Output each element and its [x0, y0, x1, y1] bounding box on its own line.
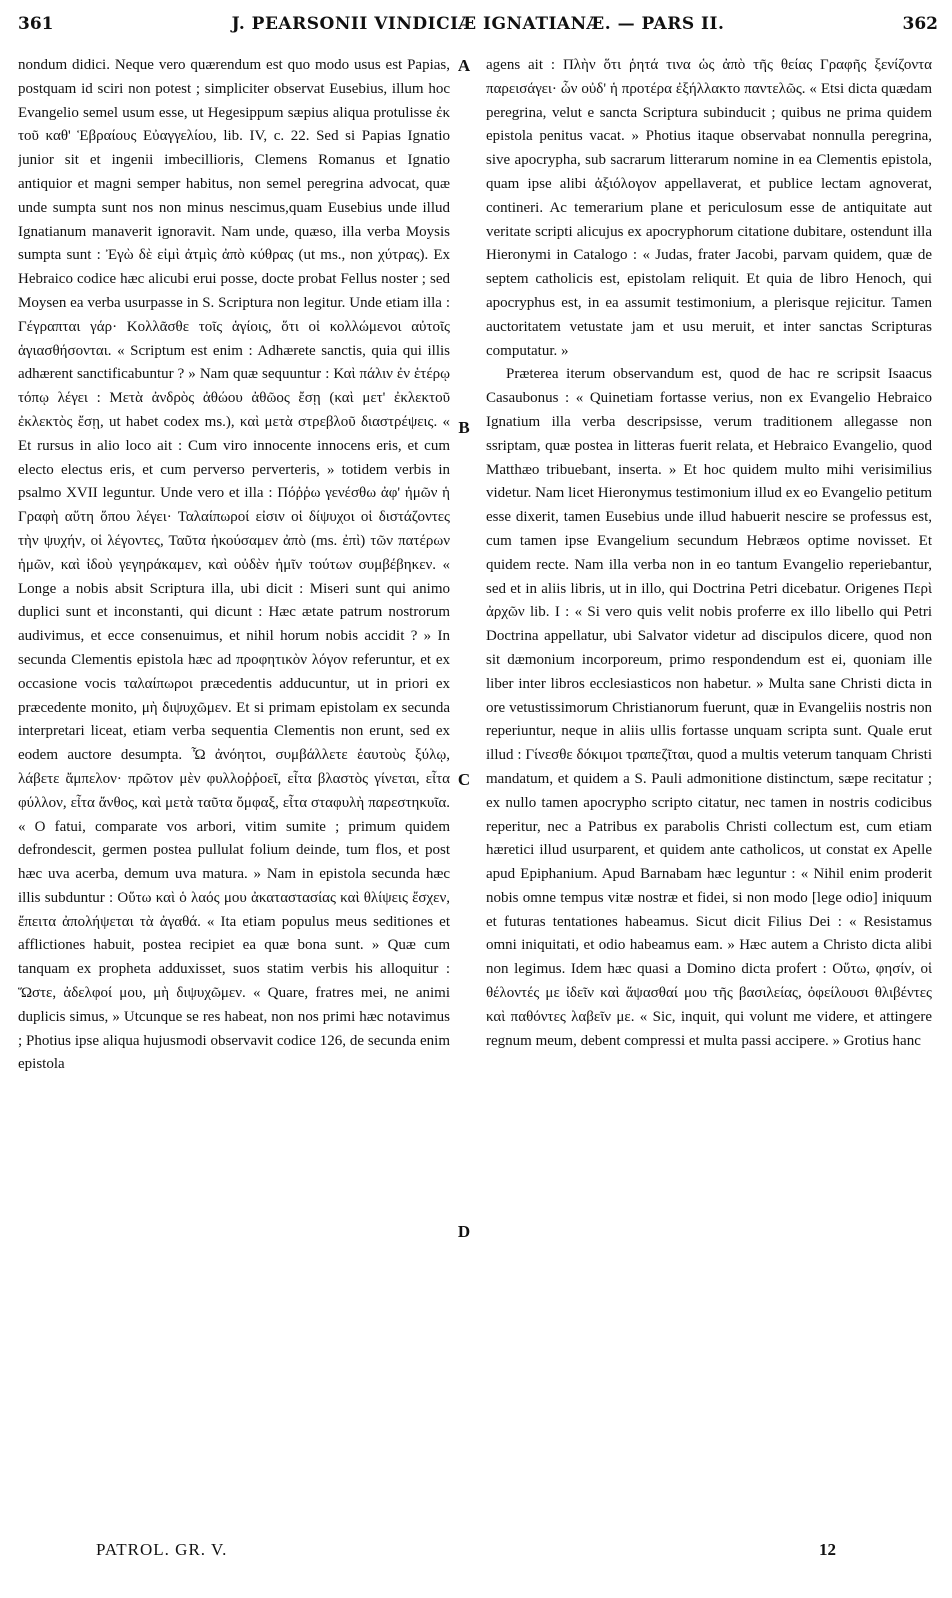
footer-signature-number: 12 [819, 1540, 836, 1559]
page-footer [96, 1540, 836, 1570]
footer-series-label: PATROL. GR. V. [96, 1540, 228, 1559]
left-column [18, 54, 450, 1509]
page-number-left: 361 [18, 14, 54, 34]
margin-marker-d: D [457, 1222, 471, 1241]
left-paragraph-1: nondum didici. Neque vero quærendum est quo modo usus est Papias, postquam id sciri non potest ; simpliciter observat Eusebius, illum hoc Evangelio semel usum esse, ut Hegesippum sæpius aliqua protulisse ἐκ τοῦ καθ' Ἑβραίους Εὐαγγελίου, lib. IV, c. 22. Sed si Papias Ignatio junior sit et ingenii imbecillioris, Clemens Romanus et Ignatio antiquior et magni semper habitus, non semel peregrina advocat, quæ unde sumpta sunt nos non minus nescimus,quam Eusebius unde illud Ignatianum manaverit ignoravit. Nam unde, quæso, illa verba Moysis sumpta sunt : Ἐγὼ δὲ εἰμὶ ἀτμὶς ἀπὸ κύθρας (ut ms., non χύτρας). Ex Hebraico codice hæc alicubi erui posse, docte probat Fellus noster ; sed Moysen ea verba usurpasse in S. Scriptura non legitur. Unde etiam illa : Γέγραπται γάρ· Κολλᾶσθε τοῖς ἁγίοις, ὅτι οἱ κολλώμενοι αὐτοῖς ἁγιασθήσονται. « Scriptum est enim : Adhærete sanctis, quia qui illis adhærent sanctificabuntur ? » Nam quæ sequuntur : Καὶ πάλιν ἐν ἑτέρῳ τόπῳ λέγει : Μετὰ ἀνδρὸς ἀθώου ἀθῶος ἔσῃ (καὶ μετ' ἐκλεκτοῦ ἐκλεκτὸς ἔσῃ, ut habet codex ms.), καὶ μετὰ στρεβλοῦ διαστρέψεις. « Et rursus in alio loco ait : Cum viro innocente innocens eris, et cum electo electus eris, et cum perverso perverteris, » totidem verbis in psalmo XVII leguntur. Unde vero et illa : Πόῤῥω γενέσθω ἀφ' ἡμῶν ἡ Γραφὴ αὕτη ὅπου λέγει· Ταλαίπωροί εἰσιν οἱ δίψυχοι οἱ διστάζοντες τὴν ψυχήν, οἱ λέγοντες, Ταῦτα ἠκούσαμεν ἀπὸ (ms. ἐπὶ) τῶν πατέρων ἡμῶν, καὶ ἰδοὺ γεγηράκαμεν, καὶ οὐδὲν ἡμῖν τούτων συμβέβηκεν. « Longe a nobis absit Scriptura illa, ubi dicit : Miseri sunt qui animo duplici sunt et inconstanti, qui dicunt : Hæc ætate patrum nostrorum audivimus, et ecce consenuimus, et nihil horum nobis accidit ? » In secunda Clementis epistola hæc ad προφητικὸν λόγον referuntur, et ex occasione vocis ταλαίπωροι præcedentis adducuntur, ut in priori ex præcedente monito, μὴ διψυχῶμεν. Et si primam epistolam ex secunda interpretari liceat, etiam verba sequentia Clementis non erunt, sed ex eodem auctore desumpta. Ὦ ἀνόητοι, συμβάλλετε ἑαυτοὺς ξύλῳ, λάβετε ἄμπελον· πρῶτον μὲν φυλλοῤῥοεῖ, εἶτα βλαστὸς γίνεται, εἶτα φύλλον, εἶτα ἄνθος, καὶ μετὰ ταῦτα ὄμφαξ, εἶτα σταφυλὴ παρεστηκυῖα. « O fatui, comparate vos arbori, vitim sumite ; primum quidem defrondescit, germen postea pullulat folium deinde, tum flos, et post hæc uva acerba, demum uva matura. » Nam in epistola secunda hæc illis subduntur : Οὕτω καὶ ὁ λαός μου ἀκαταστασίας καὶ θλίψεις ἔσχεν, ἔπειτα ἀπολήψεται τὰ ἀγαθά. « Ita etiam populus meus seditiones et afflictiones habuit, postea recipiet ea quæ bona sunt. » Quæ cum tanquam ex propheta adduxisset, suos statim verbis his alloquitur : Ὥστε, ἀδελφοί μου, μὴ διψυχῶμεν. « Quare, fratres mei, ne animi duplicis simus, » Utcunque se res habeat, non nos primi hæc notavimus ; Photius ipse aliqua hujusmodi observavit codice 126, de secunda enim epistola [18, 57, 450, 1073]
page-header [18, 8, 938, 42]
margin-marker-a: A [457, 56, 471, 75]
running-title: J. PEARSONII VINDICIÆ IGNATIANÆ. — PARS II. [231, 14, 725, 34]
right-paragraph-2: Præterea iterum observandum est, quod de hac re scripsit Isaacus Casaubonus : « Quinetiam fortasse verius, non ex Evangelio Hebraico Ignatium illa verba descripsisse, verum traditionem allegasse non ssriptam, quæ postea in litteras fuerit relata, et Hebraico Evangelio, quod Matthæo tribuebant, inserta. » Et hoc quidem multo mihi verisimilius videtur. Nam licet Hieronymus testimonium illud ex eo Evangelio petitum esse dixerit, tamen Eusebius unde illud habuerit nescire se professus est, cum tamen ipse Evangelium secundum Hebræos optime novisset. Et quidem recte. Nam illa verba non in eo tantum Evangelio reperiebantur, sed et in aliis libris, ut in illo, qui Doctrina Petri dicebatur. Origenes Περὶ ἀρχῶν lib. I : « Si vero quis velit nobis proferre ex illo libello qui Petri Doctrina appellatur, ubi Salvator videtur ad discipulos dicere, quod non sit dæmonium incorporeum, primo respondendum est ei, quoniam ille liber inter libros ecclesiasticos non habetur. » Multa sane Christi dicta in ore vetustissimorum Christianorum fuerunt, quæ in Evangeliis nostris non reperiuntur, neque in aliis ullis fortasse unquam scripta sunt. Quale erut illud : Γίνεσθε δόκιμοι τραπεζῖται, quod a multis veterum tanquam Christi mandatum, et quidem a S. Pauli admonitione distinctum, sæpe recitatur ; ex nullo tamen apocrypho scripto citatur, nec tamen in nostris codicibus reperitur, nec a Patribus ex parabolis Christi collectum est, cum etiam hæretici illud usurparent, et quidem ante catholicos, ut constat ex Apelle apud Epiphanium. Apud Barnabam hæc leguntur : « Nihil enim proderit nobis omne tempus vitæ nostræ et fidei, si non modo [lege odio] iniquum et futuras tentationes habeamus. Sicut dicit Filius Dei : « Resistamus omni iniquitati, et odio habeamus eam. » Hæc autem a Christo dicta alibi non legimus. Idem hæc quasi a Domino dicta profert : Οὕτω, φησίν, οἱ θέλοντές με ἰδεῖν καὶ ἅψασθαί μου τῆς βασιλείας, ὀφείλουσι θλιβέντες καὶ παθόντες λαβεῖν με. « Sic, inquit, qui volunt me videre, et attingere regnum meum, debent compressi et multa passi accipere. » Grotius hanc [486, 366, 932, 1049]
margin-marker-b: B [458, 418, 470, 437]
right-column [486, 54, 932, 1509]
margin-marker-c: C [457, 770, 471, 789]
right-paragraph-1: agens ait : Πλὴν ὅτι ῥητά τινα ὡς ἀπὸ τῆς θείας Γραφῆς ξενίζοντα παρεισάγει· ὧν οὐδ' ἡ προτέρα ἐξήλλακτο παντελῶς. « Etsi dicta quædam peregrina, velut e sancta Scriptura subinducit ; quibus ne prima quidem epistola penitus vacat. » Photius itaque observabat nonnulla peregrina, sive apocrypha, sub sacrarum litterarum nomine in ea Clementis epistola, quam ipse alibi ἀξιόλογον appellaverat, et publice lectam agnoverat, contineri. Ac temerarium plane et periculosum esse de antiquitate aut veritate scripti alicujus ex apocryphorum citatione dubitare, ostendunt illa Hieronymi in Catalogo : « Judas, frater Jacobi, parvam quidem, quæ de septem catholicis est, epistolam reliquit. Et quia de libro Henoch, qui apocryphus est, in ea assumit testimonium, a plerisque rejicitur. Tamen auctoritatem vetustate jam et usu meruit, et inter sanctas Scripturas computatur. » [486, 57, 932, 359]
page-number-right: 362 [902, 14, 938, 34]
